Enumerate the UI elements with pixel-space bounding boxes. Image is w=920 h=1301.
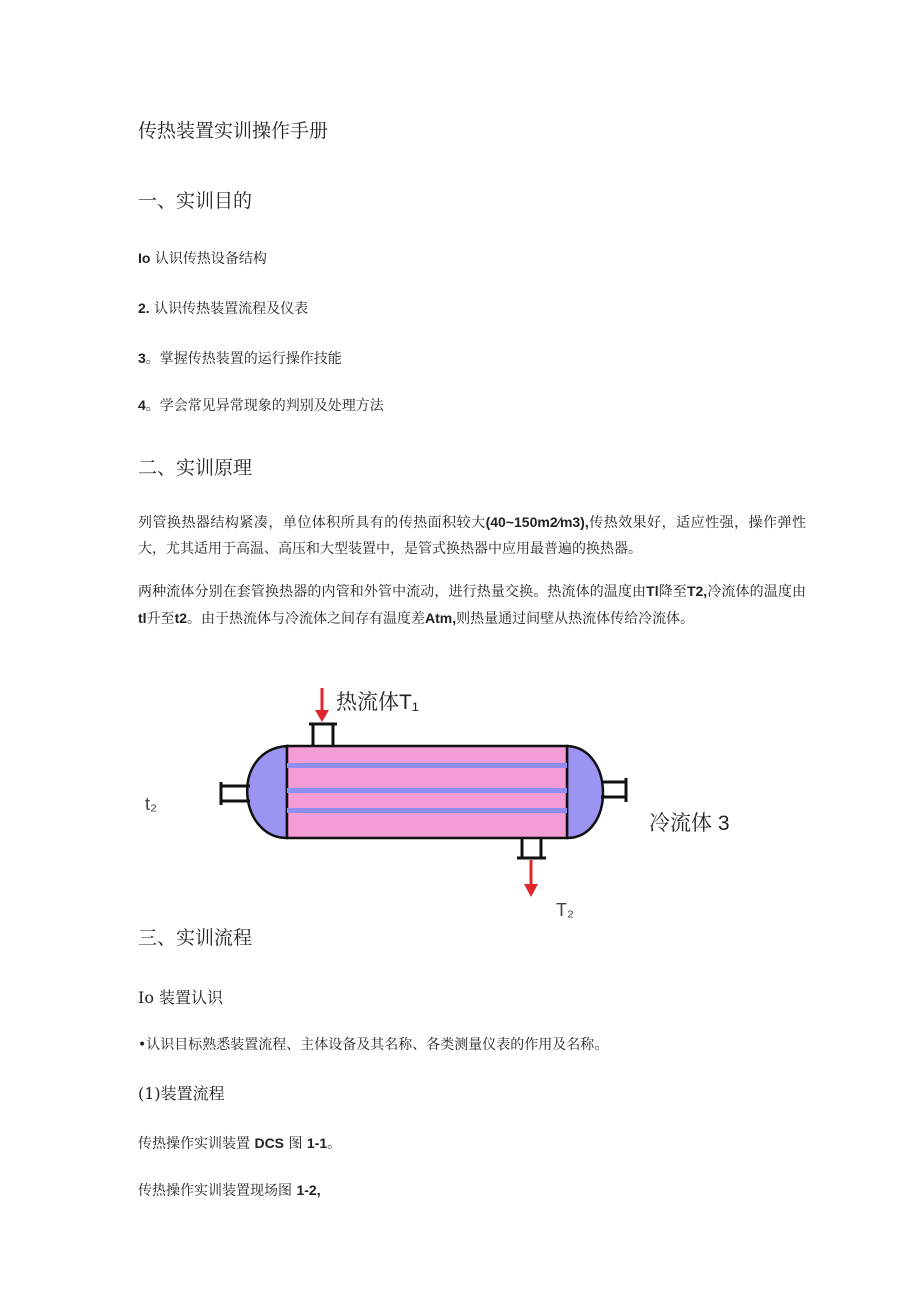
hot-outlet-arrow	[524, 884, 538, 897]
cold-fluid-label: 冷流体 3	[649, 812, 730, 835]
tube-line	[287, 788, 567, 793]
list-item: 3。掌握传热装置的运行操作技能	[138, 350, 342, 367]
section-heading-purpose: 一、实训目的	[138, 190, 253, 212]
right-head	[567, 746, 603, 838]
cold-outlet-label: t₂	[145, 794, 157, 814]
section-heading-process: 三、实训流程	[138, 927, 253, 949]
page-title: 传热装置实训操作手册	[138, 120, 329, 142]
list-item: 4。学会常见异常现象的判别及处理方法	[138, 397, 384, 414]
subheading-device: Io 装置认识	[138, 988, 224, 1007]
section-heading-principle: 二、实训原理	[138, 457, 253, 479]
paragraph-principle-1: 列管换热器结构紧凑，单位体积所具有的传热面积较大(40~150m2∕m3),传热效果好，适应性强，操作弹性大，尤其适用于高温、高压和大型装置中，是管式换热器中应用最普遍的换热器。	[138, 514, 807, 557]
list-item: 2. 认识传热装置流程及仪表	[138, 300, 309, 317]
hot-inlet-arrow	[315, 710, 329, 722]
left-head	[247, 746, 287, 838]
hot-fluid-label: 热流体T₁	[336, 691, 419, 714]
bullet-item: •认识目标熟悉装置流程、主体设备及其名称、各类测量仪表的作用及名称。	[138, 1037, 609, 1053]
tube-line	[287, 808, 567, 813]
subheading-flow: (1)装置流程	[138, 1084, 225, 1103]
tube-line	[287, 763, 567, 768]
text-line-field: 传热操作实训装置现场图 1-2,	[138, 1182, 321, 1199]
text-line-dcs: 传热操作实训装置 DCS 图 1-1。	[138, 1135, 342, 1152]
paragraph-principle-2: 两种流体分别在套管换热器的内管和外管中流动，进行热量交换。热流体的温度由Tl降至T2,冷流体的温度由tl升至t2。由于热流体与冷流体之间存有温度差Atm,则热量通过间壁从热流体传给冷流体。	[138, 583, 807, 627]
hot-outlet-label: T₂	[556, 900, 574, 920]
list-item: Io 认识传热设备结构	[138, 250, 267, 267]
